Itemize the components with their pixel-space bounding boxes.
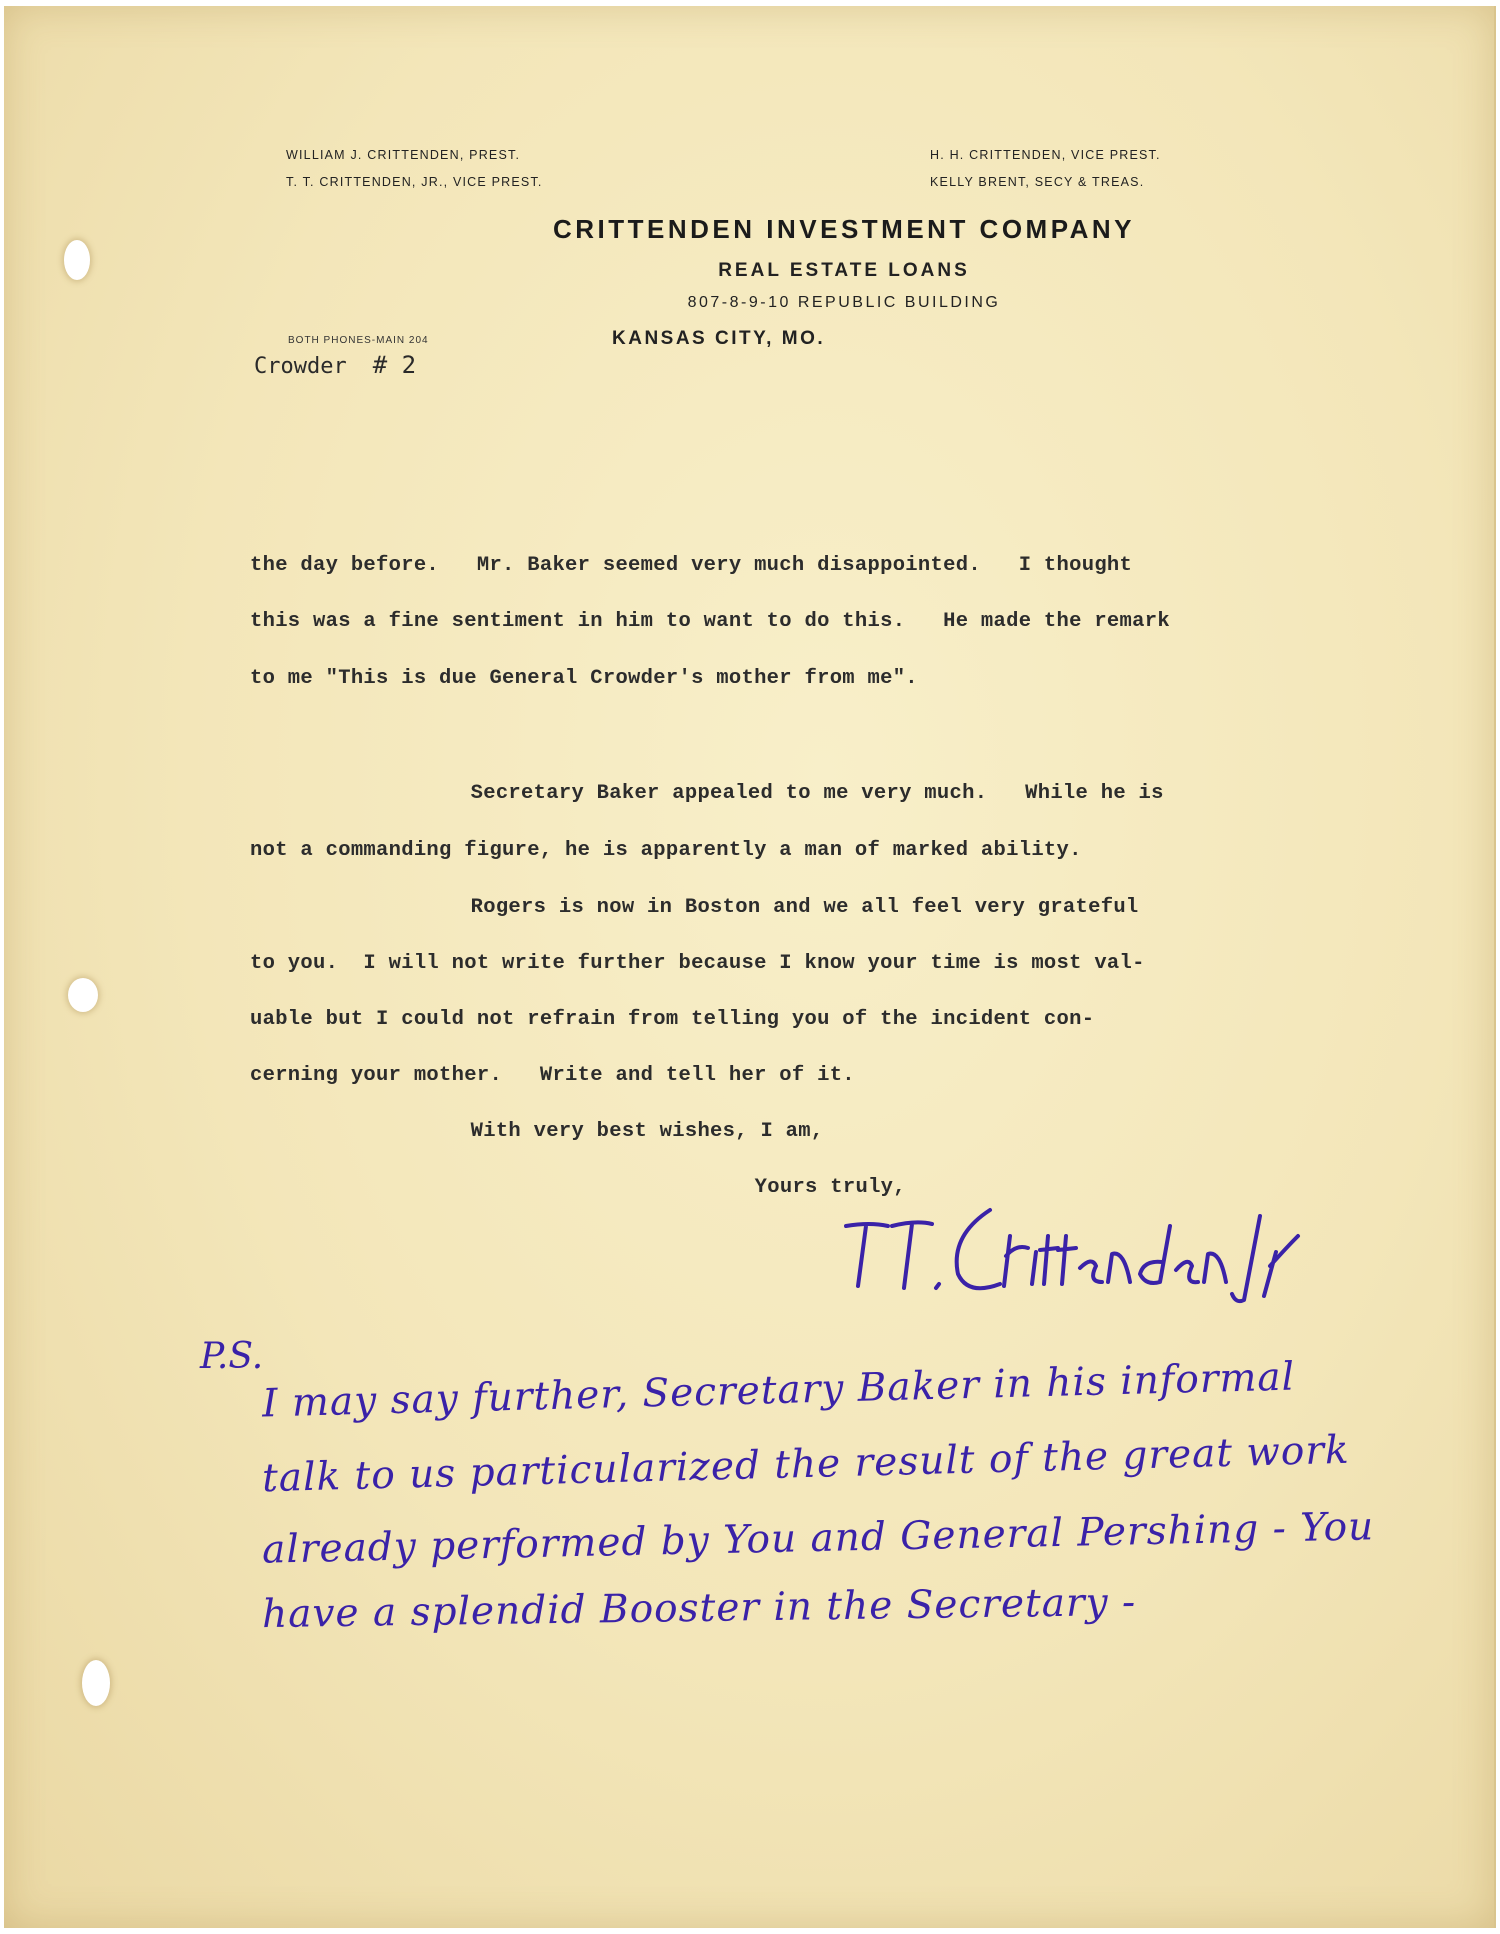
business-line: REAL ESTATE LOANS [718, 260, 970, 281]
body-line: Secretary Baker appealed to me very much. While he is [332, 782, 1164, 805]
phone-line: BOTH PHONES-MAIN 204 [288, 335, 429, 346]
officers-left [286, 142, 543, 196]
body-line: With very best wishes, I am, [332, 1120, 824, 1143]
officer-vice-president: T. T. CRITTENDEN, JR., VICE PREST. [286, 175, 543, 189]
postscript-label: P.S. [200, 1336, 264, 1377]
letter-page [4, 6, 1496, 1928]
body-line: not a commanding figure, he is apparently a man of marked ability. [250, 839, 1082, 862]
body-line: Rogers is now in Boston and we all feel very grateful [332, 896, 1139, 919]
company-address: 807-8-9-10 REPUBLIC BUILDING [687, 294, 1001, 311]
body-line: the day before. Mr. Baker seemed very much disappointed. I thought [250, 554, 1133, 577]
postscript-line: talk to us particularized the result of the great work [261, 1427, 1351, 1502]
postscript-line: I may say further, Secretary Baker in his informal [261, 1354, 1296, 1427]
body-line: uable but I could not refrain from telling you of the incident con- [250, 1008, 1095, 1031]
body-line: to me "This is due General Crowder's mother from me". [250, 667, 918, 690]
postscript-line: have a splendid Booster in the Secretary - [261, 1579, 1137, 1638]
officer-president: WILLIAM J. CRITTENDEN, PREST. [286, 148, 521, 162]
officers-right [930, 142, 1161, 196]
closing-line: Yours truly, [427, 1176, 906, 1199]
punch-hole [68, 978, 98, 1012]
postscript-line: already performed by You and General Pershing - You [261, 1504, 1375, 1573]
signature [840, 1196, 1330, 1306]
punch-hole [82, 1660, 110, 1706]
company-name: CRITTENDEN INVESTMENT COMPANY [552, 214, 1136, 244]
body-line: this was a fine sentiment in him to want to do this. He made the remark [250, 610, 1170, 633]
body-line: cerning your mother. Write and tell her of it. [250, 1064, 855, 1087]
page-number: # 2 [372, 351, 417, 379]
page-reference [254, 351, 416, 379]
company-city: KANSAS CITY, MO. [612, 328, 826, 349]
officer-secretary-treasurer: KELLY BRENT, SECY & TREAS. [930, 175, 1145, 189]
body-line: to you. I will not write further because I know your time is most val- [250, 952, 1145, 975]
reference-name: Crowder [254, 354, 347, 379]
officer-vice-president: H. H. CRITTENDEN, VICE PREST. [930, 148, 1161, 162]
